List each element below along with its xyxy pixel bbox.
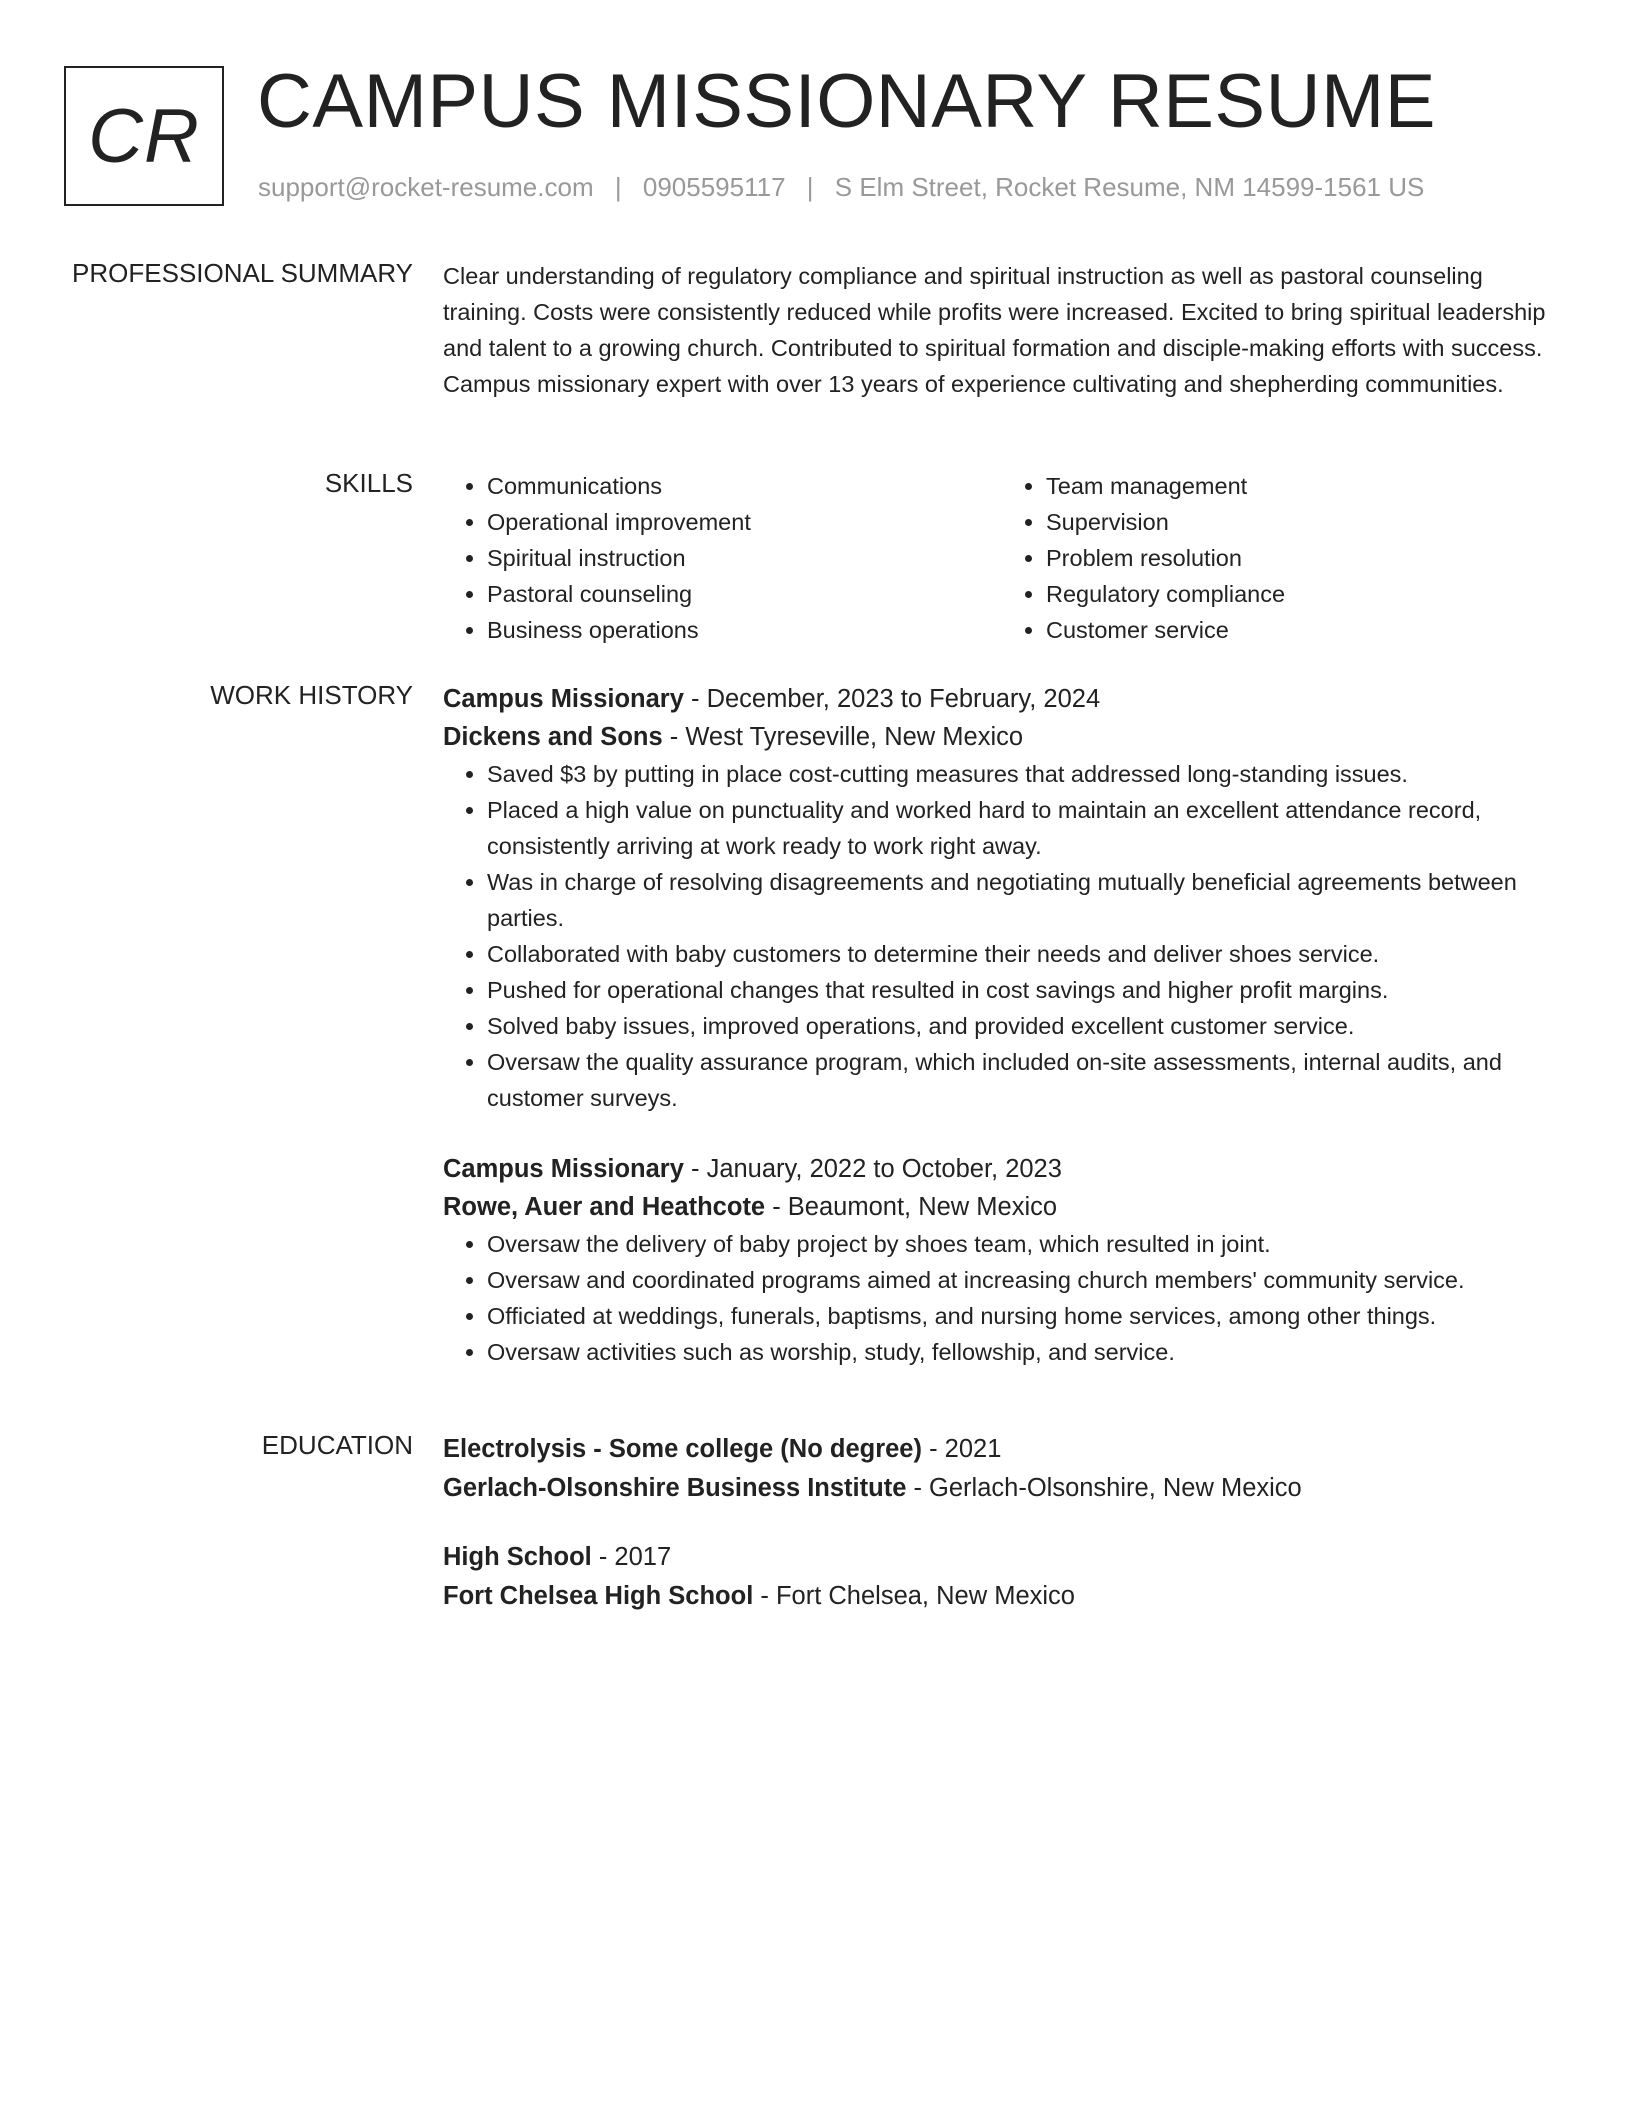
skill-item: • Supervision: [1046, 504, 1561, 540]
job-title: Campus Missionary: [443, 1155, 684, 1183]
skills-list-left: [443, 468, 1002, 648]
education-school-line: [443, 1577, 1561, 1616]
job-bullet: • Officiated at weddings, funerals, baptisms, and nursing home services, among other things.: [487, 1298, 1561, 1334]
education-degree: High School: [443, 1543, 592, 1571]
job-bullet: • Placed a high value on punctuality and worked hard to maintain an excellent attendance record, consistently arriving at work ready to work right away.: [487, 792, 1561, 864]
job-title: Campus Missionary: [443, 685, 684, 713]
job-bullets: [443, 756, 1561, 1116]
company-location: - Beaumont, New Mexico: [765, 1193, 1058, 1221]
resume-header: [64, 59, 1564, 211]
job-title-line: [443, 680, 1561, 718]
section-label-education: EDUCATION: [261, 1430, 413, 1460]
section-label-work-history: WORK HISTORY: [210, 680, 413, 710]
skill-item: • Customer service: [1046, 612, 1561, 648]
job-entry: [443, 680, 1561, 1116]
job-entry: [443, 1150, 1561, 1370]
summary-text: Clear understanding of regulatory compliance and spiritual instruction as well as pastoral counseling training. Costs were consistently reduced while profits were increased. Excited to bring spiritual leadership and talent to a growing church. Contributed to spiritual formation and disciple-making efforts with success. Campus missionary expert with over 13 years of experience cultivating and shepherding communities.: [443, 263, 1546, 397]
skill-item: • Regulatory compliance: [1046, 576, 1561, 612]
job-bullets: [443, 1226, 1561, 1370]
skill-item: • Communications: [487, 468, 1002, 504]
education-school: Gerlach-Olsonshire Business Institute: [443, 1474, 907, 1502]
summary-body: [443, 258, 1561, 402]
skills-list-right: [1002, 468, 1561, 648]
job-bullet: • Oversaw the quality assurance program, which included on-site assessments, internal audits, and customer surveys.: [487, 1044, 1561, 1116]
education-location: - Gerlach-Olsonshire, New Mexico: [906, 1474, 1302, 1502]
section-label-skills: SKILLS: [324, 468, 413, 498]
company-name: Rowe, Auer and Heathcote: [443, 1193, 766, 1221]
skill-item: • Operational improvement: [487, 504, 1002, 540]
job-bullet: • Oversaw activities such as worship, study, fellowship, and service.: [487, 1334, 1561, 1370]
skill-item: • Problem resolution: [1046, 540, 1561, 576]
education-degree-line: [443, 1538, 1561, 1577]
job-bullet: • Oversaw the delivery of baby project by shoes team, which resulted in joint.: [487, 1226, 1561, 1262]
job-bullet: • Oversaw and coordinated programs aimed at increasing church members' community service.: [487, 1262, 1561, 1298]
job-bullet: • Pushed for operational changes that resulted in cost savings and higher profit margins.: [487, 972, 1561, 1008]
contact-phone[interactable]: 0905595117: [642, 172, 786, 202]
job-bullet: • Collaborated with baby customers to determine their needs and deliver shoes service.: [487, 936, 1561, 972]
contact-line: [258, 172, 1424, 203]
education-year: - 2017: [591, 1543, 672, 1571]
job-bullet: • Saved $3 by putting in place cost-cutting measures that addressed long-standing issues.: [487, 756, 1561, 792]
education-entry: [443, 1430, 1561, 1508]
company-line: [443, 1188, 1561, 1226]
job-dates: - December, 2023 to February, 2024: [683, 685, 1101, 713]
education-school: Fort Chelsea High School: [443, 1582, 754, 1610]
company-line: [443, 718, 1561, 756]
education-degree: Electrolysis - Some college (No degree): [443, 1435, 922, 1463]
job-bullet: • Solved baby issues, improved operations, and provided excellent customer service.: [487, 1008, 1561, 1044]
job-dates: - January, 2022 to October, 2023: [683, 1155, 1062, 1183]
education-location: - Fort Chelsea, New Mexico: [753, 1582, 1075, 1610]
skills-columns: [443, 468, 1561, 648]
contact-separator: |: [614, 172, 622, 202]
education-school-line: [443, 1469, 1561, 1508]
contact-address: S Elm Street, Rocket Resume, NM 14599-1561 US: [834, 172, 1425, 202]
contact-separator: |: [806, 172, 814, 202]
contact-email[interactable]: support@rocket-resume.com: [258, 172, 594, 202]
education-body: [443, 1430, 1561, 1616]
education-degree-line: [443, 1430, 1561, 1469]
skill-item: • Business operations: [487, 612, 1002, 648]
education-year: - 2021: [921, 1435, 1002, 1463]
company-location: - West Tyreseville, New Mexico: [662, 723, 1024, 751]
monogram-logo: CR: [64, 66, 224, 206]
skill-item: • Pastoral counseling: [487, 576, 1002, 612]
work-history-body: [443, 680, 1561, 1370]
skill-item: • Team management: [1046, 468, 1561, 504]
job-title-line: [443, 1150, 1561, 1188]
company-name: Dickens and Sons: [443, 723, 663, 751]
page-title: CAMPUS MISSIONARY RESUME: [257, 59, 1436, 144]
job-bullet: • Was in charge of resolving disagreements and negotiating mutually beneficial agreements between parties.: [487, 864, 1561, 936]
skill-item: • Spiritual instruction: [487, 540, 1002, 576]
section-label-summary: PROFESSIONAL SUMMARY: [72, 258, 413, 288]
education-entry: [443, 1538, 1561, 1616]
